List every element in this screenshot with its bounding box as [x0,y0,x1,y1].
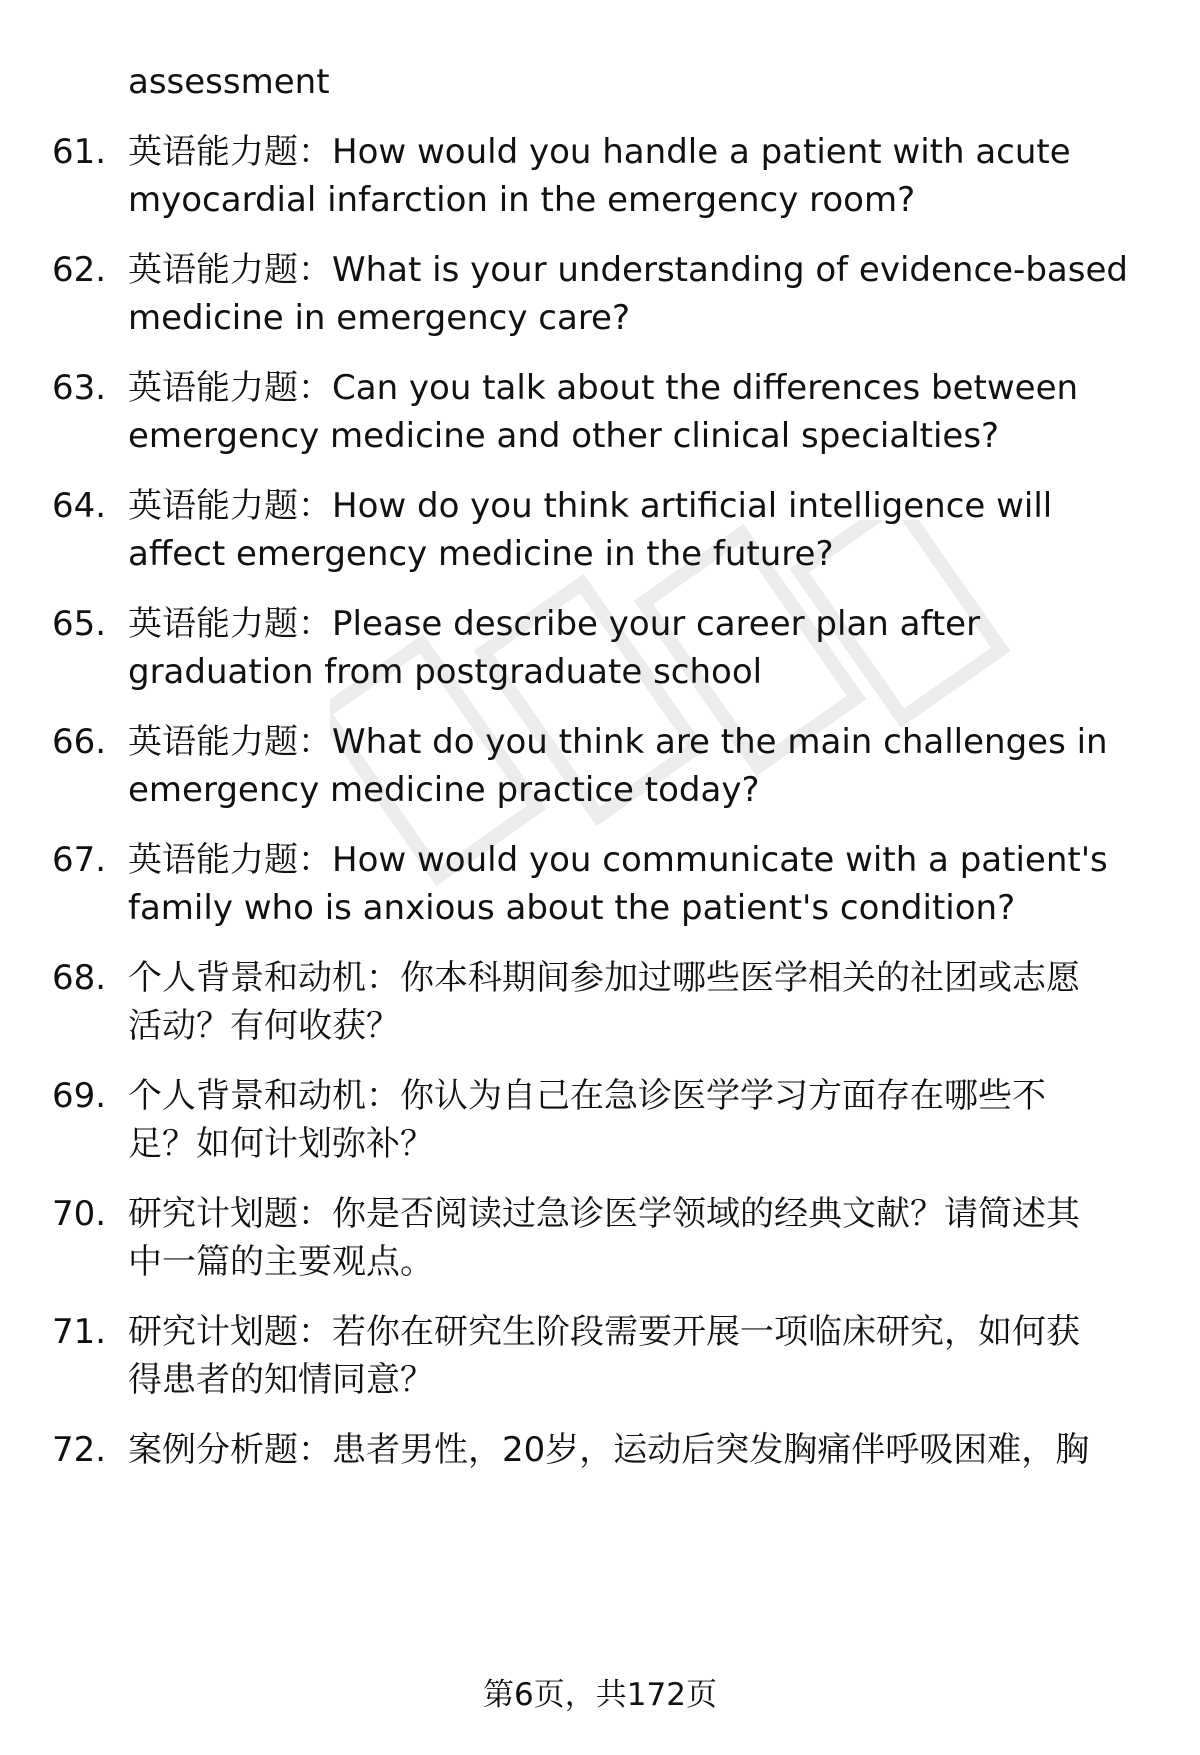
item-line: 研究计划题：若你在研究生阶段需要开展一项临床研究，如何获 [128,1312,1080,1352]
item-line: 活动？有何收获？ [128,1006,400,1046]
item-text [128,718,1158,814]
item-line: 个人背景和动机：你本科期间参加过哪些医学相关的社团或志愿 [128,958,1080,998]
item-line: 中一篇的主要观点。 [128,1242,434,1282]
item-number: 67. [52,840,107,880]
item-text [128,246,1158,342]
item-text [128,1426,1158,1474]
item-text [128,1072,1158,1168]
item-text [128,1190,1158,1286]
item-text [128,836,1158,932]
item-line: 英语能力题：How would you communicate with a patient's [128,840,1108,880]
item-line: 英语能力题：Can you talk about the differences between [128,368,1079,408]
item-number: 72. [52,1430,107,1470]
item-line: 英语能力题：How do you think artificial intelligence will [128,486,1053,526]
item-line: 足？如何计划弥补？ [128,1124,434,1164]
item-text [128,364,1158,460]
item-text [128,482,1158,578]
item-number: 69. [52,1076,107,1116]
item-line: 英语能力题：What do you think are the main challenges in [128,722,1108,762]
item-line: emergency medicine and other clinical specialties? [128,416,1000,456]
item-line: family who is anxious about the patient's condition? [128,888,1016,928]
item-line: graduation from postgraduate school [128,652,763,692]
item-text [128,600,1158,696]
item-line: 英语能力题：Please describe your career plan after [128,604,981,644]
item-number: 66. [52,722,107,762]
item-line: 得患者的知情同意？ [128,1360,434,1400]
item-number: 61. [52,132,107,172]
item-line: emergency medicine practice today? [128,770,760,810]
item-number: 71. [52,1312,107,1352]
item-number: 68. [52,958,107,998]
item-number: 64. [52,486,107,526]
item-line: 英语能力题：What is your understanding of evidence-based [128,250,1128,290]
item-number: 65. [52,604,107,644]
item-line: myocardial infarction in the emergency room? [128,180,916,220]
item-number: 62. [52,250,107,290]
item-line: affect emergency medicine in the future? [128,534,834,574]
item-line: medicine in emergency care? [128,298,631,338]
item-text [128,128,1158,224]
item-line: 案例分析题：患者男性，20岁，运动后突发胸痛伴呼吸困难，胸 [128,1430,1090,1470]
continuation-text: assessment [128,62,330,102]
item-line: 个人背景和动机：你认为自己在急诊医学学习方面存在哪些不 [128,1076,1046,1116]
item-text [128,954,1158,1050]
item-number: 63. [52,368,107,408]
item-number: 70. [52,1194,107,1234]
page-footer: 第6页，共172页 [483,1677,717,1713]
item-line: 英语能力题：How would you handle a patient with acute [128,132,1071,172]
item-text [128,1308,1158,1404]
item-line: 研究计划题：你是否阅读过急诊医学领域的经典文献？请简述其 [128,1194,1080,1234]
